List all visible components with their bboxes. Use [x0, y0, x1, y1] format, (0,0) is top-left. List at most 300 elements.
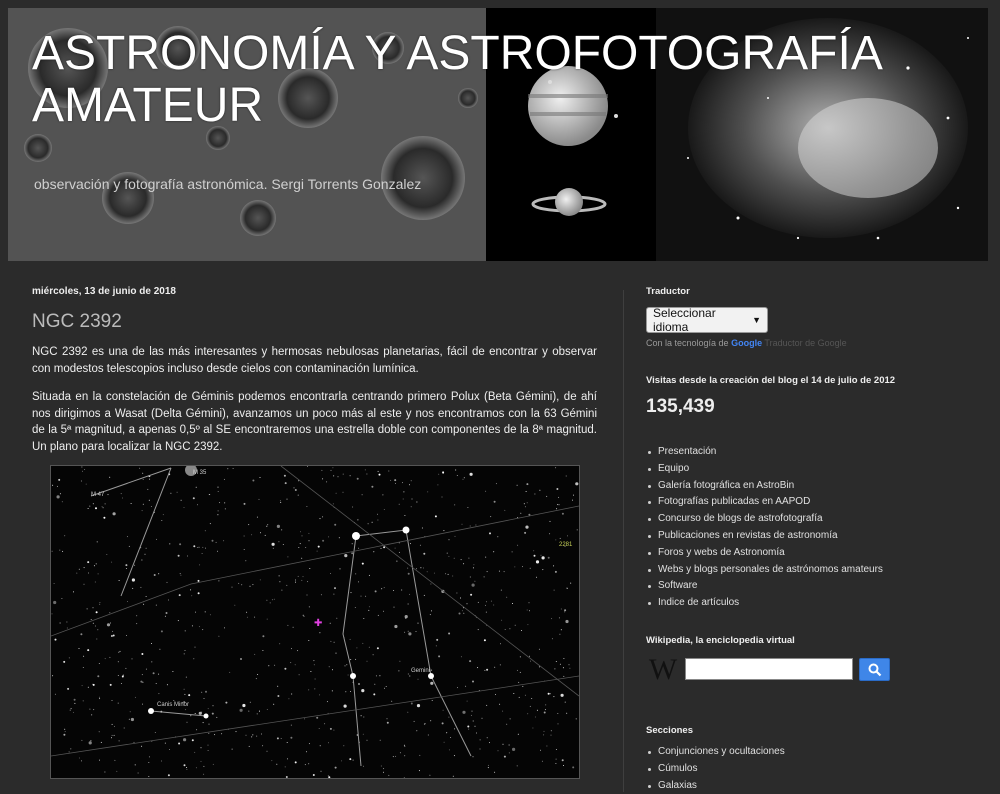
background-star — [521, 630, 522, 631]
background-star — [112, 631, 113, 632]
background-star — [74, 703, 75, 704]
background-star — [540, 750, 541, 751]
background-star — [493, 551, 494, 552]
background-star — [505, 629, 506, 630]
background-star — [318, 546, 320, 548]
background-star — [281, 529, 282, 530]
background-star — [218, 491, 219, 492]
background-star — [404, 755, 405, 756]
list-item[interactable]: Software — [646, 578, 883, 595]
background-star — [324, 723, 325, 724]
background-star — [559, 634, 560, 635]
background-star — [372, 522, 373, 523]
background-star — [284, 475, 286, 477]
background-star — [369, 575, 370, 576]
background-star — [67, 628, 68, 629]
background-star — [530, 706, 531, 707]
background-star — [260, 477, 261, 478]
background-star — [142, 674, 143, 675]
background-star — [551, 735, 552, 736]
background-star — [70, 710, 71, 711]
background-star — [504, 571, 505, 572]
background-star — [286, 776, 288, 778]
post-title[interactable]: NGC 2392 — [32, 311, 122, 332]
background-star — [361, 596, 362, 597]
background-star — [316, 717, 318, 719]
background-star — [132, 588, 133, 589]
background-star — [214, 734, 215, 735]
background-star — [375, 590, 377, 592]
background-star — [444, 742, 445, 743]
background-star — [167, 684, 168, 685]
background-star — [463, 479, 464, 480]
background-star — [52, 613, 53, 614]
background-star — [438, 474, 439, 475]
background-star — [84, 469, 85, 470]
background-star — [186, 769, 187, 770]
background-star — [178, 620, 179, 621]
background-star — [416, 502, 417, 503]
background-star — [146, 596, 147, 597]
background-star — [178, 555, 180, 557]
background-star — [517, 765, 518, 766]
background-star — [153, 672, 155, 674]
background-star — [530, 661, 531, 662]
background-star — [320, 745, 321, 746]
background-star — [510, 718, 511, 719]
background-star — [454, 728, 455, 729]
background-star — [270, 602, 271, 603]
background-star — [304, 718, 305, 719]
background-star — [408, 631, 409, 632]
background-star — [99, 602, 100, 603]
background-star — [118, 661, 119, 662]
background-star — [83, 700, 84, 701]
background-star — [185, 650, 186, 651]
background-star — [474, 581, 475, 582]
background-star — [295, 489, 297, 491]
background-star — [165, 616, 166, 617]
background-star — [274, 665, 275, 666]
background-star — [484, 670, 485, 671]
background-star — [454, 558, 455, 559]
post-paragraph: NGC 2392 es una de las más interesantes y hermosas nebulosas planetarias, fácil de encontrar y observar con modestos telescopios incluso desde cielos con contaminación lumínica. — [32, 346, 597, 375]
background-star — [242, 704, 245, 707]
background-star — [309, 743, 310, 744]
background-star — [489, 532, 491, 534]
background-star — [87, 649, 89, 651]
background-star — [411, 480, 412, 481]
background-star — [310, 671, 311, 672]
background-star — [183, 738, 186, 741]
background-star — [566, 476, 567, 477]
background-star — [427, 491, 428, 492]
background-star — [430, 584, 431, 585]
background-star — [88, 508, 89, 509]
background-star — [436, 639, 438, 641]
background-star — [558, 497, 559, 498]
list-item[interactable]: Equipo — [646, 461, 883, 478]
background-star — [278, 541, 279, 542]
background-star — [287, 499, 288, 500]
background-star — [319, 728, 320, 729]
background-star — [453, 776, 454, 777]
background-star — [546, 496, 547, 497]
background-star — [486, 705, 487, 706]
background-star — [475, 726, 476, 727]
background-star — [455, 536, 456, 537]
background-star — [373, 693, 375, 695]
background-star — [62, 551, 63, 552]
sections-title: Secciones — [646, 725, 693, 736]
background-star — [394, 607, 395, 608]
list-item[interactable]: Webs y blogs personales de astrónomos amateurs — [646, 562, 883, 579]
post-paragraph: Situada en la constelación de Géminis podemos encontrarla centrando primero Polux (Beta Gémini), de ahí nos dirigimos a Wasat (Delta Gémini), avanzamos un poco más al este y nos encontramos con la 63 Gémini de la 5ª magnitud, a apenas 0,5º al SE encontraremos una estrella doble con componentes de la 8ª magnitud. Un plano para localizar la NGC 2392. — [32, 391, 597, 453]
background-star — [314, 688, 315, 689]
background-star — [470, 473, 473, 476]
background-star — [213, 764, 214, 765]
background-star — [407, 712, 408, 713]
background-star — [295, 580, 296, 581]
background-star — [390, 480, 391, 481]
background-star — [307, 595, 308, 596]
background-star — [404, 746, 405, 747]
background-star — [526, 491, 527, 492]
chart-label: 2281 — [559, 542, 573, 548]
background-star — [499, 571, 500, 572]
background-star — [196, 729, 197, 730]
background-star — [59, 550, 60, 551]
background-star — [459, 613, 461, 615]
background-star — [379, 675, 380, 676]
background-star — [321, 771, 322, 772]
background-star — [555, 763, 556, 764]
background-star — [165, 743, 166, 744]
background-star — [549, 533, 550, 534]
background-star — [257, 713, 258, 714]
background-star — [443, 530, 444, 531]
background-star — [254, 617, 255, 618]
background-star — [156, 683, 157, 684]
background-star — [373, 654, 374, 655]
background-star — [376, 675, 377, 676]
background-star — [567, 535, 568, 536]
background-star — [409, 484, 410, 485]
background-star — [531, 698, 532, 699]
background-star — [542, 556, 545, 559]
blog-description: observación y fotografía astronómica. Sergi Torrents Gonzalez — [34, 176, 422, 192]
background-star — [556, 508, 557, 509]
background-star — [501, 590, 502, 591]
background-star — [457, 687, 458, 688]
background-star — [69, 657, 70, 658]
background-star — [123, 675, 124, 676]
blog-title[interactable]: ASTRONOMÍA Y ASTROFOTOGRAFÍA AMATEUR — [32, 27, 881, 132]
background-star — [234, 605, 235, 606]
background-star — [471, 715, 472, 716]
background-star — [65, 731, 66, 732]
background-star — [539, 649, 540, 650]
background-star — [358, 581, 359, 582]
background-star — [396, 561, 397, 562]
background-star — [158, 693, 159, 694]
background-star — [336, 493, 337, 494]
background-star — [384, 587, 385, 588]
background-star — [432, 700, 433, 701]
background-star — [464, 477, 465, 478]
background-star — [246, 612, 247, 613]
background-star — [548, 693, 550, 695]
background-star — [98, 573, 99, 574]
background-star — [184, 653, 185, 654]
background-star — [280, 502, 281, 503]
background-star — [218, 487, 219, 488]
background-star — [374, 684, 375, 685]
background-star — [569, 668, 570, 669]
wikipedia-search-input[interactable] — [685, 658, 853, 680]
background-star — [103, 517, 105, 519]
background-star — [537, 710, 538, 711]
list-item[interactable]: Foros y webs de Astronomía — [646, 545, 883, 562]
background-star — [366, 474, 367, 475]
background-star — [84, 567, 85, 568]
list-item[interactable]: Galería fotográfica en AstroBin — [646, 478, 883, 495]
background-star — [280, 500, 281, 501]
background-star — [320, 518, 321, 519]
background-star — [553, 696, 554, 697]
background-star — [141, 560, 142, 561]
background-star — [333, 475, 334, 476]
background-star — [223, 540, 224, 541]
background-star — [491, 601, 492, 602]
background-star — [155, 732, 156, 733]
background-star — [126, 635, 127, 636]
background-star — [496, 483, 497, 484]
background-star — [79, 648, 80, 649]
background-star — [156, 539, 157, 540]
background-star — [210, 614, 211, 615]
background-star — [352, 507, 353, 508]
background-star — [138, 773, 139, 774]
background-star — [180, 573, 181, 574]
background-star — [528, 514, 530, 516]
background-star — [500, 664, 501, 665]
background-star — [184, 689, 185, 690]
background-star — [468, 558, 469, 559]
background-star — [149, 756, 150, 757]
background-star — [564, 609, 566, 611]
translator-title: Traductor — [646, 286, 690, 297]
background-star — [442, 497, 443, 498]
background-star — [400, 752, 401, 753]
background-star — [163, 514, 164, 515]
background-star — [60, 623, 61, 624]
background-star — [224, 502, 225, 503]
background-star — [76, 573, 77, 574]
background-star — [221, 733, 222, 734]
background-star — [298, 495, 299, 496]
background-star — [362, 643, 363, 644]
list-item[interactable]: Publicaciones en revistas de astronomía — [646, 528, 883, 545]
background-star — [367, 661, 368, 662]
background-star — [408, 632, 411, 635]
background-star — [283, 544, 284, 545]
background-star — [96, 611, 98, 613]
background-star — [89, 709, 90, 710]
star-chart — [51, 466, 579, 778]
background-star — [313, 660, 314, 661]
background-star — [71, 708, 72, 709]
background-star — [469, 660, 471, 662]
background-star — [513, 693, 514, 694]
background-star — [291, 725, 292, 726]
background-star — [334, 587, 336, 589]
background-star — [556, 759, 557, 760]
list-item[interactable]: Indice de artículos — [646, 595, 883, 612]
background-star — [551, 618, 552, 619]
background-star — [97, 675, 99, 677]
background-star — [216, 717, 217, 718]
background-star — [333, 730, 334, 731]
background-star — [120, 651, 121, 652]
background-star — [543, 734, 544, 735]
background-star — [302, 535, 303, 536]
background-star — [158, 674, 159, 675]
background-star — [55, 694, 56, 695]
background-star — [99, 697, 100, 698]
background-star — [213, 705, 214, 706]
background-star — [473, 756, 474, 757]
background-star — [455, 470, 456, 471]
background-star — [476, 733, 477, 734]
background-star — [350, 691, 351, 692]
background-star — [168, 600, 169, 601]
background-star — [169, 749, 170, 750]
background-star — [512, 748, 515, 751]
list-item[interactable]: Cúmulos — [646, 761, 785, 778]
background-star — [419, 770, 420, 771]
background-star — [430, 720, 431, 721]
background-star — [517, 485, 518, 486]
background-star — [208, 750, 209, 751]
background-star — [293, 627, 294, 628]
background-star — [205, 611, 206, 612]
list-item[interactable]: Presentación — [646, 444, 883, 461]
background-star — [91, 714, 92, 715]
background-star — [161, 630, 163, 632]
background-star — [208, 745, 209, 746]
background-star — [114, 726, 115, 727]
background-star — [478, 602, 479, 603]
background-star — [244, 549, 245, 550]
background-star — [556, 661, 557, 662]
google-translate-link[interactable]: Traductor de Google — [764, 338, 847, 348]
background-star — [378, 471, 379, 472]
target-marker: ✚ — [314, 618, 323, 629]
background-star — [409, 594, 410, 595]
background-star — [512, 551, 513, 552]
list-item[interactable]: Conjunciones y ocultaciones — [646, 744, 785, 761]
background-star — [384, 509, 385, 510]
background-star — [308, 533, 309, 534]
background-star — [416, 568, 417, 569]
background-star — [202, 553, 203, 554]
background-star — [315, 679, 316, 680]
background-star — [557, 713, 558, 714]
background-star — [195, 647, 196, 648]
background-star — [240, 709, 243, 712]
background-star — [391, 701, 392, 702]
background-star — [327, 701, 328, 702]
background-star — [99, 698, 100, 699]
background-star — [217, 514, 218, 515]
background-star — [336, 618, 337, 619]
background-star — [454, 755, 455, 756]
background-star — [562, 759, 564, 761]
background-star — [545, 704, 546, 705]
background-star — [193, 545, 195, 547]
background-star — [522, 686, 523, 687]
background-star — [334, 524, 336, 526]
background-star — [563, 676, 564, 677]
background-star — [205, 530, 206, 531]
background-star — [256, 736, 257, 737]
background-star — [244, 503, 246, 505]
background-star — [555, 539, 556, 540]
background-star — [509, 745, 510, 746]
background-star — [377, 647, 379, 649]
background-star — [313, 774, 315, 776]
background-star — [262, 635, 264, 637]
background-star — [73, 591, 74, 592]
background-star — [303, 576, 304, 577]
background-star — [358, 548, 359, 549]
background-star — [319, 632, 320, 633]
background-star — [135, 697, 136, 698]
star-chart-image[interactable] — [50, 465, 580, 779]
background-star — [290, 662, 291, 663]
background-star — [259, 499, 260, 500]
background-star — [395, 483, 396, 484]
background-star — [348, 675, 349, 676]
background-star — [108, 494, 109, 495]
background-star — [368, 523, 369, 524]
background-star — [198, 592, 200, 594]
background-star — [55, 639, 57, 641]
language-select[interactable] — [646, 307, 768, 333]
list-item[interactable]: Fotografías publicadas en AAPOD — [646, 494, 883, 511]
background-star — [497, 536, 498, 537]
background-star — [300, 543, 301, 544]
list-item[interactable]: Concurso de blogs de astrofotografía — [646, 511, 883, 528]
list-item[interactable]: Galaxias — [646, 778, 785, 794]
background-star — [285, 766, 286, 767]
blog-header — [8, 8, 988, 261]
background-star — [344, 705, 347, 708]
background-star — [575, 482, 578, 485]
background-star — [560, 664, 561, 665]
background-star — [321, 470, 322, 471]
background-star — [307, 581, 308, 582]
background-star — [260, 532, 261, 533]
background-star — [273, 548, 274, 549]
background-star — [308, 763, 309, 764]
background-star — [529, 602, 530, 603]
wikipedia-search-button[interactable] — [859, 658, 890, 681]
google-logo[interactable]: Google — [731, 338, 763, 348]
background-star — [199, 564, 200, 565]
background-star — [112, 724, 113, 725]
